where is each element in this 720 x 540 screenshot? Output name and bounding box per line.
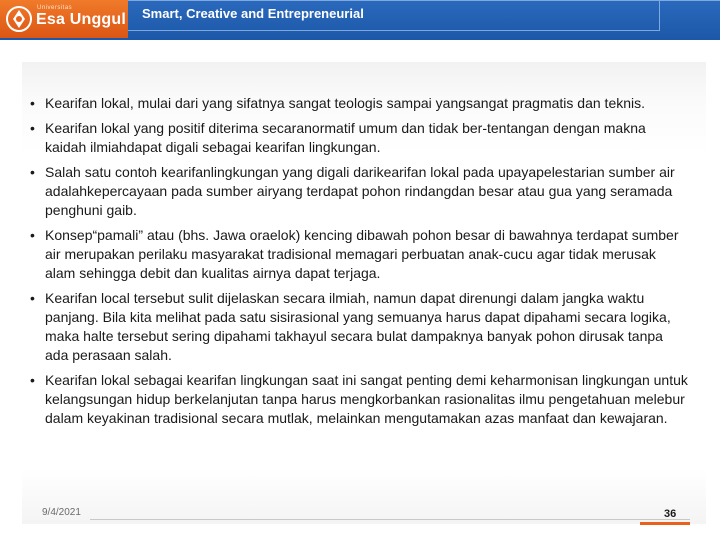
bullet-text: Kearifan lokal sebagai kearifan lingkungan saat ini sangat penting demi keharmonisan lingkungan untuk kelangsungan hidup berkelanjutan tanpa harus mengkorbankan rasionalitas ilmu pengetahuan melebur dalam keyakinan tradisional secara mutlak, melainkan mengutamakan azas manfaat dan kewajaran.	[45, 372, 688, 426]
bullet-item	[30, 163, 690, 220]
bullet-text: Kearifan lokal, mulai dari yang sifatnya sangat teologis sampai yangsangat pragmatis dan teknis.	[45, 95, 646, 111]
bullet-dot-icon: •	[30, 164, 35, 180]
bullet-text: Salah satu contoh kearifanlingkungan yang digali darikearifan lokal pada upayapelestarian sumber air adalahkepercayaan pada sumber airyang terdapat pohon rindangdan besar atau gua yang seramada penghuni gaib.	[45, 164, 675, 218]
bullet-list	[30, 94, 690, 434]
university-logo-icon	[5, 5, 33, 33]
header-rule-right	[659, 0, 660, 31]
bullet-dot-icon: •	[30, 95, 35, 111]
bullet-dot-icon: •	[30, 120, 35, 136]
bullet-dot-icon: •	[30, 227, 35, 243]
bullet-item	[30, 371, 690, 428]
header-rule-bottom	[128, 30, 660, 31]
logo-subtitle: Universitas	[37, 5, 73, 11]
bullet-text: Konsep“pamali” atau (bhs. Jawa oraelok) kencing dibawah pohon besar di bawahnya terdapat sumber air merupakan perilaku masyarakat tradisional memagari perbuatan anak-cucu agar tidak merusak alam sehingga debit dan kualitas airnya dapat terjaga.	[45, 227, 679, 281]
bullet-item	[30, 119, 690, 157]
footer-divider	[90, 519, 690, 520]
bullet-dot-icon: •	[30, 290, 35, 306]
tagline: Smart, Creative and Entrepreneurial	[142, 6, 364, 21]
page-number: 36	[664, 508, 677, 520]
bullet-item	[30, 289, 690, 365]
bullet-dot-icon: •	[30, 372, 35, 388]
header-rule-top	[128, 0, 720, 1]
logo	[0, 0, 128, 38]
bullet-text: Kearifan local tersebut sulit dijelaskan secara ilmiah, namun dapat direnungi dalam jangka waktu panjang. Bila kita melihat pada satu sisirasional yang semuanya harus dapat dipahami secara logika, maka halte tersebut sering dipahami takhayul secara bulat dampaknya banyak pohon dirusak tanpa ada perasaan salah.	[45, 290, 671, 363]
header-bar	[0, 0, 720, 40]
bullet-text: Kearifan lokal yang positif diterima secaranormatif umum dan tidak ber-tentangan dengan makna kaidah ilmiahdapat digali sebagai kearifan lingkungan.	[45, 120, 646, 155]
bullet-item	[30, 226, 690, 283]
slide-date: 9/4/2021	[42, 507, 81, 518]
bullet-item	[30, 94, 690, 113]
logo-text: Esa Unggul	[36, 11, 127, 28]
